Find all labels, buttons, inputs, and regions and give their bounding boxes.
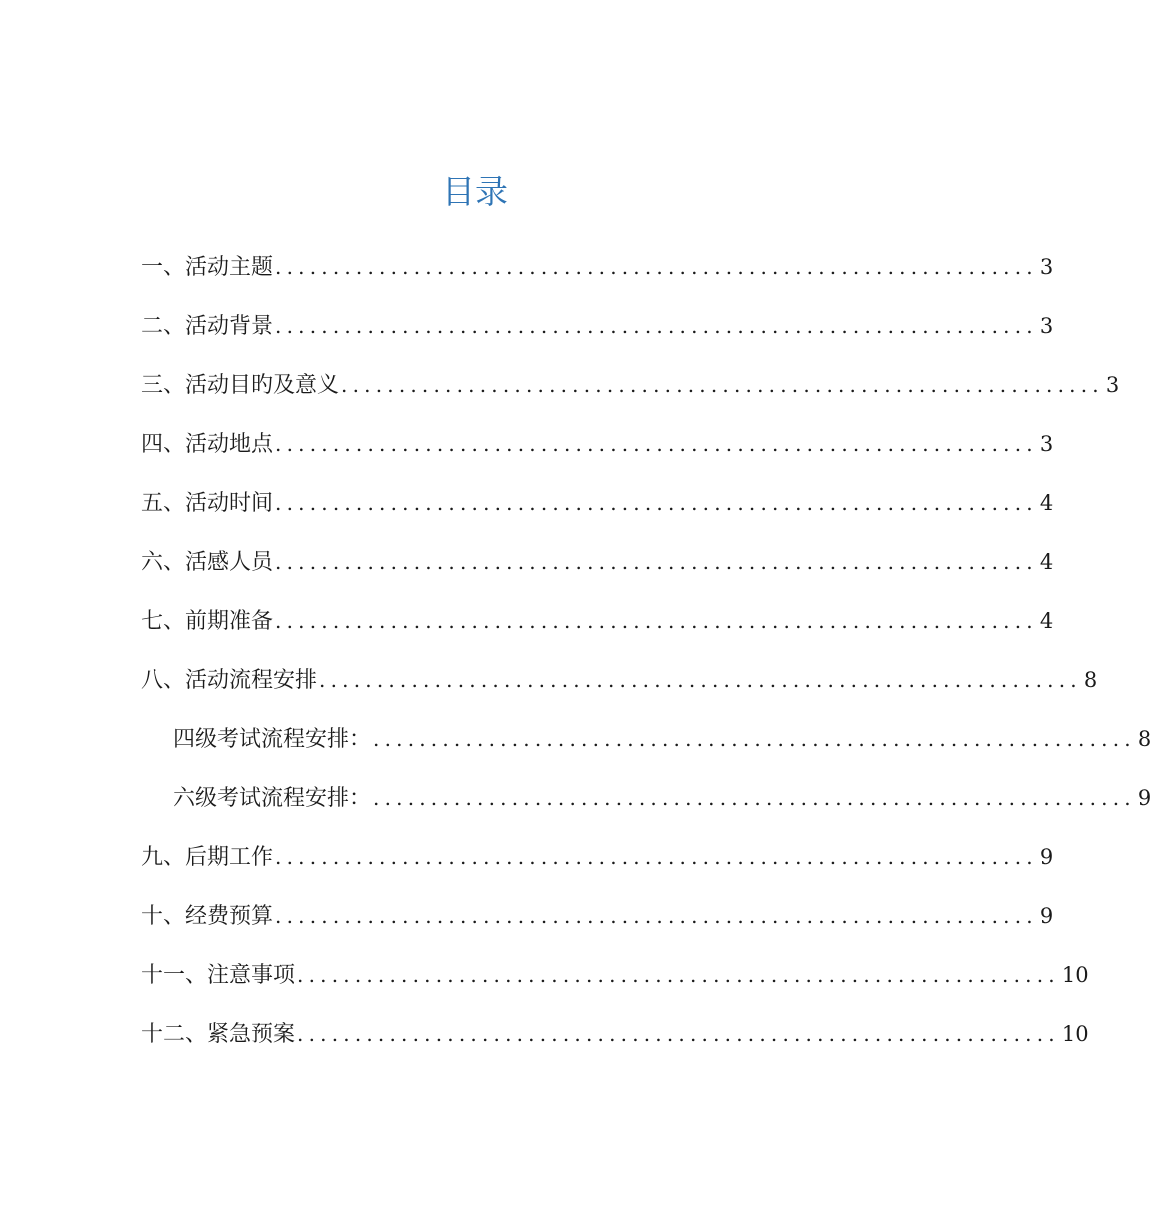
toc-entry-number: 十、 xyxy=(141,904,186,929)
toc-entry[interactable] xyxy=(141,651,1098,710)
toc-subentry[interactable] xyxy=(141,769,1151,828)
toc-dot-leader: .................................................................. xyxy=(275,904,1038,928)
toc-list xyxy=(141,238,1151,1064)
toc-dot-leader: .................................................................. xyxy=(275,491,1038,515)
toc-dot-leader: .................................................................. xyxy=(275,255,1038,279)
toc-entry[interactable] xyxy=(141,592,1054,651)
toc-title: 目录 xyxy=(442,172,508,211)
toc-entry[interactable] xyxy=(141,297,1054,356)
toc-entry-text: 紧急预案 xyxy=(207,1022,296,1047)
toc-entry[interactable] xyxy=(141,887,1054,946)
toc-entry-number: 七、 xyxy=(141,609,186,634)
toc-entry-text: 活动流程安排 xyxy=(185,668,318,693)
toc-entry-text: 前期准备 xyxy=(185,609,274,634)
toc-entry[interactable] xyxy=(141,828,1054,887)
toc-entry-text: 四级考试流程安排： xyxy=(173,727,372,752)
toc-entry-text: 活动地点 xyxy=(185,432,274,457)
toc-entry-number: 四、 xyxy=(141,432,186,457)
toc-entry-page: 4 xyxy=(1039,609,1054,633)
toc-dot-leader: .................................................................. xyxy=(275,609,1038,633)
toc-entry-number: 六、 xyxy=(141,550,186,575)
toc-entry-page: 9 xyxy=(1039,845,1054,869)
toc-dot-leader: .................................................................. xyxy=(297,963,1060,987)
toc-entry-page: 8 xyxy=(1137,727,1151,751)
toc-dot-leader: .................................................................. xyxy=(373,786,1136,810)
toc-entry[interactable] xyxy=(141,1005,1089,1064)
toc-entry-page: 9 xyxy=(1137,786,1151,810)
toc-entry-text: 活动背景 xyxy=(185,314,274,339)
toc-entry-text: 活动时间 xyxy=(185,491,274,516)
toc-entry-page: 3 xyxy=(1039,314,1054,338)
toc-entry-page: 3 xyxy=(1105,373,1120,397)
toc-dot-leader: .................................................................. xyxy=(341,373,1104,397)
toc-entry[interactable] xyxy=(141,533,1054,592)
toc-entry-number: 十二、 xyxy=(141,1022,208,1047)
toc-entry[interactable] xyxy=(141,946,1089,1005)
toc-dot-leader: .................................................................. xyxy=(275,845,1038,869)
toc-subentry[interactable] xyxy=(141,710,1151,769)
toc-entry-text: 六级考试流程安排： xyxy=(173,786,372,811)
toc-entry-number: 九、 xyxy=(141,845,186,870)
toc-entry-page: 3 xyxy=(1039,255,1054,279)
toc-entry-page: 4 xyxy=(1039,491,1054,515)
toc-entry-text: 注意事项 xyxy=(207,963,296,988)
toc-entry-number: 三、 xyxy=(141,373,186,398)
toc-entry-page: 10 xyxy=(1061,963,1089,987)
toc-entry-text: 经费预算 xyxy=(185,904,274,929)
toc-entry[interactable] xyxy=(141,474,1054,533)
toc-entry[interactable] xyxy=(141,415,1054,474)
toc-dot-leader: .................................................................. xyxy=(319,668,1082,692)
toc-entry[interactable] xyxy=(141,356,1120,415)
toc-entry-number: 八、 xyxy=(141,668,186,693)
toc-entry-text: 活动目旳及意义 xyxy=(185,373,340,398)
toc-entry-page: 10 xyxy=(1061,1022,1089,1046)
toc-dot-leader: .................................................................. xyxy=(275,550,1038,574)
toc-entry-number: 五、 xyxy=(141,491,186,516)
toc-entry-page: 8 xyxy=(1083,668,1098,692)
toc-entry-page: 9 xyxy=(1039,904,1054,928)
toc-dot-leader: .................................................................. xyxy=(275,314,1038,338)
toc-entry-text: 后期工作 xyxy=(185,845,274,870)
toc-entry-number: 十一、 xyxy=(141,963,208,988)
toc-entry-number: 一、 xyxy=(141,255,186,280)
toc-dot-leader: .................................................................. xyxy=(373,727,1136,751)
toc-entry[interactable] xyxy=(141,238,1054,297)
toc-entry-text: 活动主题 xyxy=(185,255,274,280)
toc-dot-leader: .................................................................. xyxy=(275,432,1038,456)
toc-dot-leader: .................................................................. xyxy=(297,1022,1060,1046)
toc-entry-number: 二、 xyxy=(141,314,186,339)
toc-entry-text: 活感人员 xyxy=(185,550,274,575)
toc-entry-page: 3 xyxy=(1039,432,1054,456)
toc-entry-page: 4 xyxy=(1039,550,1054,574)
